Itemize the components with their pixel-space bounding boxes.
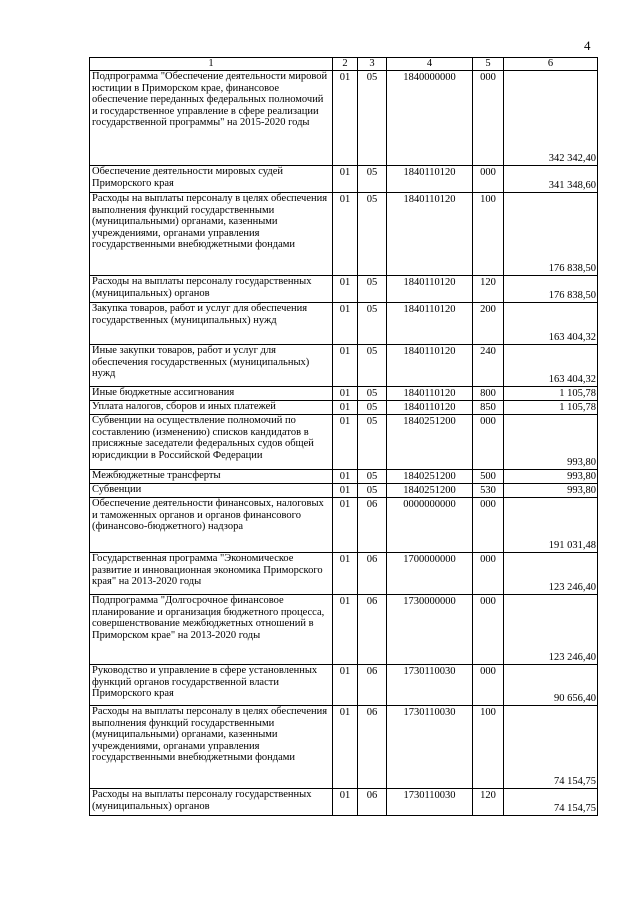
row-subsection: 06 xyxy=(358,706,387,789)
row-amount: 341 348,60 xyxy=(504,166,598,193)
row-subsection: 05 xyxy=(358,345,387,387)
row-expense-type: 100 xyxy=(473,193,504,276)
page-number: 4 xyxy=(584,38,591,53)
row-target-code: 1840110120 xyxy=(387,193,473,276)
row-expense-type: 100 xyxy=(473,706,504,789)
row-name: Подпрограмма "Долгосрочное финансовое планирование и организация бюджетного процесса, совершенствование межбюджетных отношений в Приморском крае" на 2013-2020 годы xyxy=(90,595,333,665)
row-section: 01 xyxy=(333,387,358,401)
row-subsection: 05 xyxy=(358,484,387,498)
row-amount: 163 404,32 xyxy=(504,345,598,387)
row-expense-type: 000 xyxy=(473,166,504,193)
row-section: 01 xyxy=(333,71,358,166)
row-subsection: 06 xyxy=(358,665,387,706)
row-amount: 1 105,78 xyxy=(504,387,598,401)
header-col-2: 2 xyxy=(333,58,358,71)
row-subsection: 05 xyxy=(358,415,387,470)
table-row xyxy=(90,706,598,789)
row-amount: 342 342,40 xyxy=(504,71,598,166)
row-subsection: 05 xyxy=(358,470,387,484)
row-amount: 191 031,48 xyxy=(504,498,598,553)
budget-table xyxy=(89,57,598,816)
row-target-code: 1730000000 xyxy=(387,595,473,665)
row-subsection: 05 xyxy=(358,166,387,193)
row-target-code: 1840110120 xyxy=(387,303,473,345)
row-target-code: 1840000000 xyxy=(387,71,473,166)
table-row xyxy=(90,276,598,303)
row-subsection: 06 xyxy=(358,789,387,816)
row-target-code: 1840251200 xyxy=(387,470,473,484)
row-expense-type: 850 xyxy=(473,401,504,415)
table-row xyxy=(90,484,598,498)
row-amount: 123 246,40 xyxy=(504,553,598,595)
row-amount: 74 154,75 xyxy=(504,706,598,789)
row-name: Субвенции на осуществление полномочий по составлению (изменению) списков кандидатов в присяжные заседатели федеральных судов общей юрисдикции в Российской Федерации xyxy=(90,415,333,470)
row-subsection: 05 xyxy=(358,71,387,166)
table-row xyxy=(90,345,598,387)
table-row xyxy=(90,166,598,193)
row-name: Обеспечение деятельности финансовых, налоговых и таможенных органов и органов финансового (финансово-бюджетного) надзора xyxy=(90,498,333,553)
row-section: 01 xyxy=(333,345,358,387)
row-target-code: 1730110030 xyxy=(387,665,473,706)
row-subsection: 05 xyxy=(358,193,387,276)
row-name: Иные бюджетные ассигнования xyxy=(90,387,333,401)
row-amount: 74 154,75 xyxy=(504,789,598,816)
row-amount: 163 404,32 xyxy=(504,303,598,345)
table-row xyxy=(90,470,598,484)
row-expense-type: 000 xyxy=(473,553,504,595)
table-row xyxy=(90,789,598,816)
row-section: 01 xyxy=(333,415,358,470)
row-name: Руководство и управление в сфере установленных функций органов государственной власти Приморского края xyxy=(90,665,333,706)
row-expense-type: 120 xyxy=(473,789,504,816)
table-row xyxy=(90,193,598,276)
row-subsection: 05 xyxy=(358,303,387,345)
row-expense-type: 000 xyxy=(473,415,504,470)
table-row xyxy=(90,665,598,706)
row-section: 01 xyxy=(333,470,358,484)
row-section: 01 xyxy=(333,789,358,816)
row-expense-type: 200 xyxy=(473,303,504,345)
row-section: 01 xyxy=(333,193,358,276)
row-section: 01 xyxy=(333,498,358,553)
row-section: 01 xyxy=(333,166,358,193)
header-col-3: 3 xyxy=(358,58,387,71)
row-name: Расходы на выплаты персоналу государственных (муниципальных) органов xyxy=(90,276,333,303)
row-section: 01 xyxy=(333,553,358,595)
row-target-code: 1840251200 xyxy=(387,484,473,498)
row-amount: 993,80 xyxy=(504,484,598,498)
row-subsection: 05 xyxy=(358,401,387,415)
header-row xyxy=(90,58,598,71)
row-subsection: 05 xyxy=(358,387,387,401)
row-name: Расходы на выплаты персоналу государственных (муниципальных) органов xyxy=(90,789,333,816)
row-name: Уплата налогов, сборов и иных платежей xyxy=(90,401,333,415)
row-target-code: 0000000000 xyxy=(387,498,473,553)
table-row xyxy=(90,415,598,470)
row-target-code: 1840251200 xyxy=(387,415,473,470)
row-name: Иные закупки товаров, работ и услуг для обеспечения государственных (муниципальных) нужд xyxy=(90,345,333,387)
table-body xyxy=(90,71,598,816)
row-amount: 1 105,78 xyxy=(504,401,598,415)
row-subsection: 05 xyxy=(358,276,387,303)
row-name: Государственная программа "Экономическое развитие и инновационная экономика Приморского края" на 2013-2020 годы xyxy=(90,553,333,595)
table-row xyxy=(90,303,598,345)
row-amount: 123 246,40 xyxy=(504,595,598,665)
row-name: Обеспечение деятельности мировых судей Приморского края xyxy=(90,166,333,193)
row-expense-type: 800 xyxy=(473,387,504,401)
row-section: 01 xyxy=(333,401,358,415)
row-target-code: 1700000000 xyxy=(387,553,473,595)
row-amount: 176 838,50 xyxy=(504,193,598,276)
row-expense-type: 500 xyxy=(473,470,504,484)
row-target-code: 1840110120 xyxy=(387,345,473,387)
row-subsection: 06 xyxy=(358,553,387,595)
row-section: 01 xyxy=(333,276,358,303)
row-subsection: 06 xyxy=(358,595,387,665)
row-expense-type: 000 xyxy=(473,498,504,553)
row-section: 01 xyxy=(333,484,358,498)
table-row xyxy=(90,71,598,166)
row-name: Субвенции xyxy=(90,484,333,498)
header-col-6: 6 xyxy=(504,58,598,71)
row-target-code: 1840110120 xyxy=(387,276,473,303)
row-expense-type: 120 xyxy=(473,276,504,303)
table-row xyxy=(90,595,598,665)
row-subsection: 06 xyxy=(358,498,387,553)
row-target-code: 1840110120 xyxy=(387,401,473,415)
row-section: 01 xyxy=(333,665,358,706)
row-name: Подпрограмма "Обеспечение деятельности мировой юстиции в Приморском крае, финансовое обеспечение переданных федеральных полномочий и государственное управление в сфере реализации государственной программы" на 2015-2020 годы xyxy=(90,71,333,166)
table-row xyxy=(90,387,598,401)
row-name: Расходы на выплаты персоналу в целях обеспечения выполнения функций государственными (муниципальными) органами, казенными учреждениями, органами управления государственными внебюджетными фондами xyxy=(90,706,333,789)
row-expense-type: 000 xyxy=(473,665,504,706)
row-section: 01 xyxy=(333,595,358,665)
row-amount: 90 656,40 xyxy=(504,665,598,706)
row-expense-type: 240 xyxy=(473,345,504,387)
row-amount: 176 838,50 xyxy=(504,276,598,303)
row-amount: 993,80 xyxy=(504,470,598,484)
row-expense-type: 530 xyxy=(473,484,504,498)
row-section: 01 xyxy=(333,706,358,789)
row-target-code: 1840110120 xyxy=(387,387,473,401)
header-col-1: 1 xyxy=(90,58,333,71)
row-name: Расходы на выплаты персоналу в целях обеспечения выполнения функций государственными (муниципальными) органами, казенными учреждениями, органами управления государственными внебюджетными фондами xyxy=(90,193,333,276)
row-target-code: 1730110030 xyxy=(387,706,473,789)
row-target-code: 1840110120 xyxy=(387,166,473,193)
table-row xyxy=(90,553,598,595)
header-col-4: 4 xyxy=(387,58,473,71)
row-name: Закупка товаров, работ и услуг для обеспечения государственных (муниципальных) нужд xyxy=(90,303,333,345)
table-row xyxy=(90,401,598,415)
row-name: Межбюджетные трансферты xyxy=(90,470,333,484)
row-expense-type: 000 xyxy=(473,595,504,665)
table-row xyxy=(90,498,598,553)
row-expense-type: 000 xyxy=(473,71,504,166)
row-target-code: 1730110030 xyxy=(387,789,473,816)
header-col-5: 5 xyxy=(473,58,504,71)
row-amount: 993,80 xyxy=(504,415,598,470)
row-section: 01 xyxy=(333,303,358,345)
